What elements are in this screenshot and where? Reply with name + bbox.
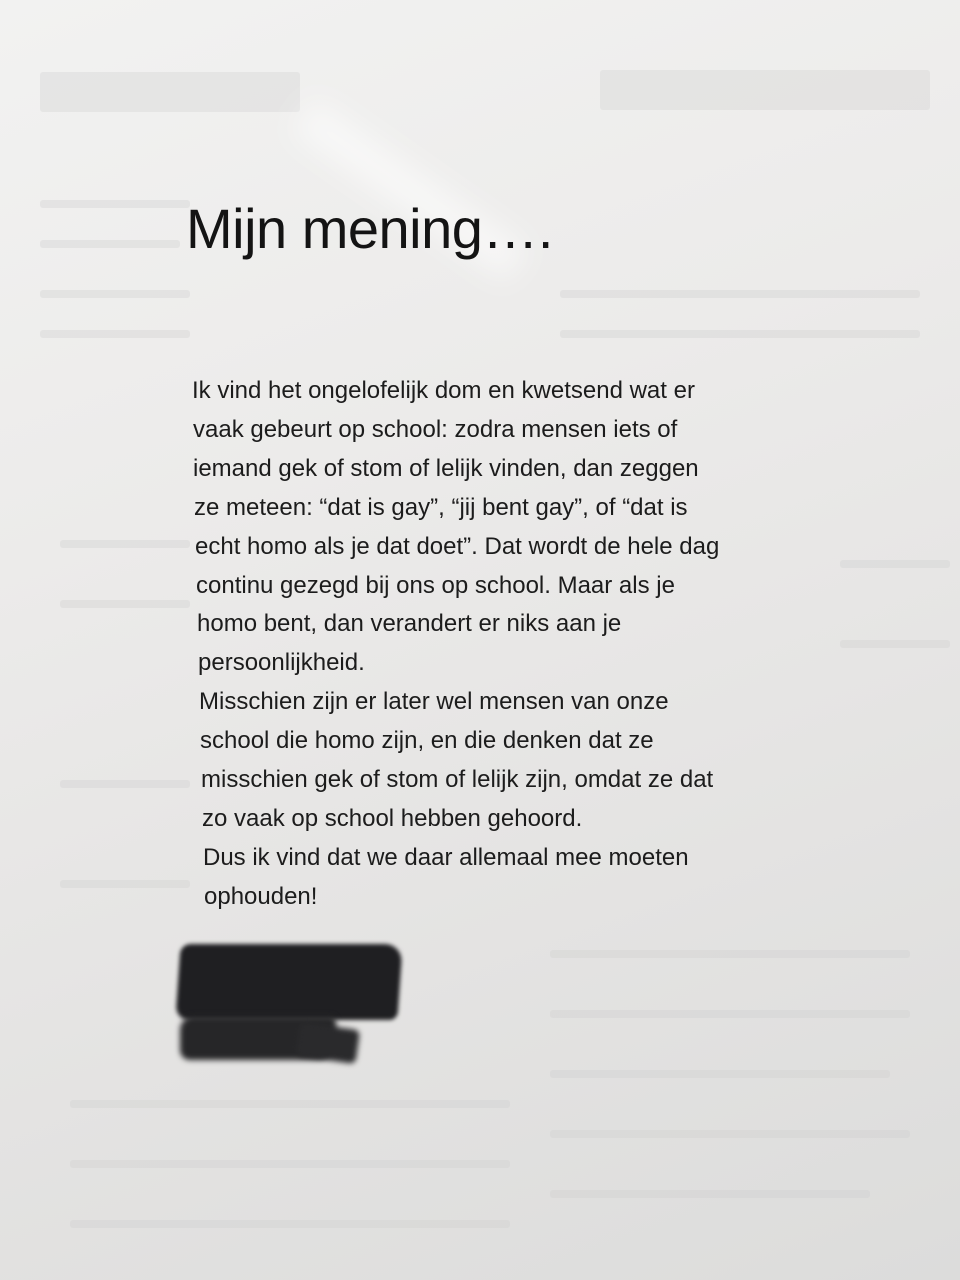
- bleed-through-texture: [550, 950, 910, 958]
- bleed-through-texture: [60, 540, 190, 548]
- bleed-through-texture: [560, 330, 920, 338]
- bleed-through-texture: [40, 240, 180, 248]
- text-line: Misschien zijn er later wel mensen van onze: [199, 688, 669, 716]
- bleed-through-texture: [600, 70, 930, 110]
- text-line: ze meteen: “dat is gay”, “jij bent gay”, of “dat is: [194, 493, 688, 521]
- page-title: Mijn mening….: [186, 197, 553, 260]
- text-line: homo bent, dan verandert er niks aan je: [197, 610, 622, 638]
- bleed-through-texture: [550, 1070, 890, 1078]
- text-line: Dus ik vind dat we daar allemaal mee moeten: [203, 843, 689, 871]
- bleed-through-texture: [70, 1160, 510, 1168]
- opinion-text: [192, 372, 832, 917]
- bleed-through-texture: [840, 560, 950, 568]
- text-line: iemand gek of stom of lelijk vinden, dan zeggen: [193, 454, 699, 482]
- bleed-through-texture: [550, 1010, 910, 1018]
- bleed-through-texture: [40, 72, 300, 112]
- bleed-through-texture: [70, 1100, 510, 1108]
- text-line: continu gezegd bij ons op school. Maar als je: [196, 571, 675, 599]
- redacted-signature: [178, 944, 408, 1064]
- bleed-through-texture: [840, 640, 950, 648]
- text-line: persoonlijkheid.: [198, 649, 365, 677]
- bleed-through-texture: [60, 780, 190, 788]
- bleed-through-texture: [40, 290, 190, 298]
- text-line: vaak gebeurt op school: zodra mensen iets of: [193, 415, 678, 443]
- text-line: zo vaak op school hebben gehoord.: [202, 804, 583, 832]
- bleed-through-texture: [70, 1220, 510, 1228]
- bleed-through-texture: [60, 600, 190, 608]
- bleed-through-texture: [60, 880, 190, 888]
- bleed-through-texture: [550, 1190, 870, 1198]
- bleed-through-texture: [40, 330, 190, 338]
- text-line: Ik vind het ongelofelijk dom en kwetsend wat er: [192, 377, 695, 404]
- text-line: school die homo zijn, en die denken dat ze: [200, 727, 654, 755]
- redaction-mark: [175, 944, 402, 1020]
- text-line: echt homo als je dat doet”. Dat wordt de hele dag: [195, 532, 720, 560]
- bleed-through-texture: [550, 1130, 910, 1138]
- bleed-through-texture: [560, 290, 920, 298]
- bleed-through-texture: [40, 200, 190, 208]
- text-line: misschien gek of stom of lelijk zijn, omdat ze dat: [201, 766, 714, 794]
- text-line: ophouden!: [204, 882, 318, 910]
